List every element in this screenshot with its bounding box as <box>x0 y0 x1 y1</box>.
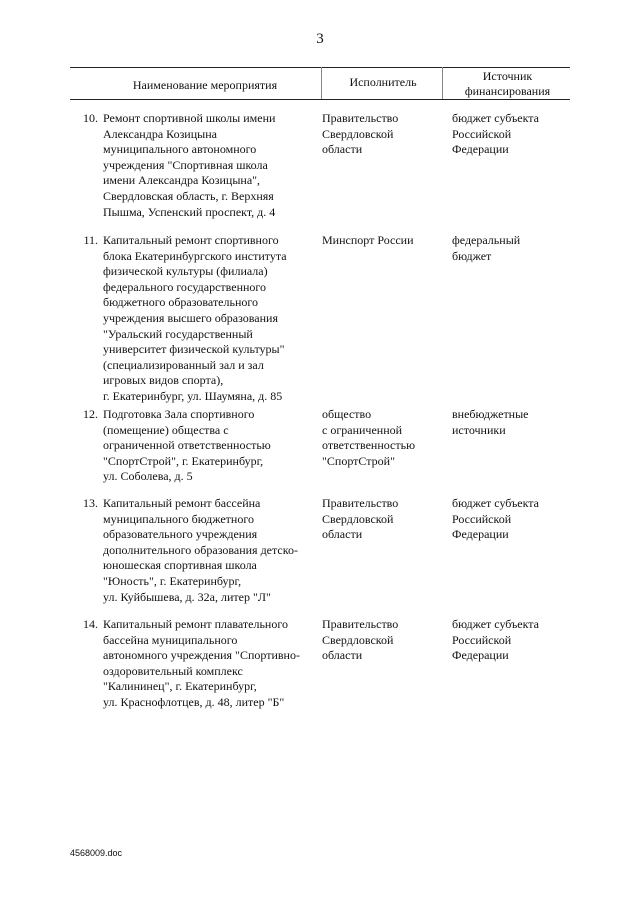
name-line: бюджетного образовательного <box>103 295 259 310</box>
name-line: Свердловская область, г. Верхняя <box>103 188 274 203</box>
source-line: Федерации <box>452 527 509 542</box>
executor-line: области <box>322 142 363 157</box>
header-source <box>445 69 570 99</box>
name-line: муниципального бюджетного <box>103 511 254 526</box>
executor-line: Свердловской <box>322 126 394 141</box>
source-line: источники <box>452 422 506 437</box>
name-line: Капитальный ремонт плавательного <box>103 617 288 631</box>
page-number: 3 <box>316 31 324 47</box>
name-line: муниципального автономного <box>103 142 257 157</box>
source-line: бюджет <box>452 248 492 263</box>
name-line: физической культуры (филиала) <box>103 264 268 279</box>
name-line: Капитальный ремонт бассейна <box>103 496 261 510</box>
name-line: ул. Соболева, д. 5 <box>103 469 193 484</box>
row-source <box>452 111 567 158</box>
source-line: Российской <box>452 511 512 526</box>
name-line: (помещение) общества с <box>103 422 229 437</box>
name-line: ограниченной ответственностью <box>103 438 271 453</box>
name-line: федерального государственного <box>103 279 267 294</box>
executor-line: Правительство <box>322 496 399 510</box>
name-line: образовательного учреждения <box>103 527 258 542</box>
source-line: бюджет субъекта <box>452 111 540 125</box>
name-line: оздоровительный комплекс <box>103 663 243 678</box>
row-name <box>103 617 318 711</box>
source-line: Федерации <box>452 142 509 157</box>
row-source <box>452 233 567 264</box>
table-top-rule <box>70 67 570 68</box>
row-executor <box>322 496 442 543</box>
name-line: бассейна муниципального <box>103 632 238 647</box>
name-line: Пышма, Успенский проспект, д. 4 <box>103 204 276 219</box>
name-line: юношеская спортивная школа <box>103 558 257 573</box>
name-line: Капитальный ремонт спортивного <box>103 233 279 247</box>
executor-line: области <box>322 648 363 663</box>
header-source-line: Источник <box>482 69 533 83</box>
row-executor <box>322 617 442 664</box>
row-number: 10. <box>83 111 98 125</box>
name-line: "Юность", г. Екатеринбург, <box>103 573 242 588</box>
name-line: ул. Краснофлотцев, д. 48, литер "Б" <box>103 694 285 709</box>
row-source <box>452 617 567 664</box>
row-source <box>452 496 567 543</box>
name-line: "Калининец", г. Екатеринбург, <box>103 679 257 694</box>
name-line: автономного учреждения "Спортивно- <box>103 648 300 663</box>
row-source <box>452 407 567 438</box>
name-line: "СпортСтрой", г. Екатеринбург, <box>103 453 264 468</box>
name-line: "Уральский государственный <box>103 326 253 341</box>
name-line: Александра Козицына <box>103 126 217 141</box>
row-name <box>103 496 318 605</box>
name-line: университет физической культуры" <box>103 342 285 357</box>
executor-line: области <box>322 527 363 542</box>
source-line: Российской <box>452 632 512 647</box>
row-number: 12. <box>83 407 98 421</box>
footer-filename: 4568009.doc <box>70 848 123 858</box>
header-executor: Исполнитель <box>349 75 417 89</box>
row-executor <box>322 407 442 469</box>
name-line: учреждения "Спортивная школа <box>103 157 268 172</box>
executor-line: Минспорт России <box>322 233 414 247</box>
executor-line: Свердловской <box>322 632 394 647</box>
name-line: ул. Куйбышева, д. 32а, литер "Л" <box>103 589 271 604</box>
header-name: Наименование мероприятия <box>132 78 278 92</box>
executor-line: общество <box>322 407 372 421</box>
row-number: 13. <box>83 496 98 510</box>
executor-line: ответственностью <box>322 438 416 453</box>
header-divider <box>442 67 443 100</box>
row-number: 11. <box>83 233 98 247</box>
name-line: Подготовка Зала спортивного <box>103 407 255 421</box>
row-executor <box>322 111 442 158</box>
name-line: учреждения высшего образования <box>103 310 278 325</box>
name-line: Ремонт спортивной школы имени <box>103 111 276 125</box>
row-number: 14. <box>83 617 98 631</box>
source-line: бюджет субъекта <box>452 617 540 631</box>
name-line: имени Александра Козицына", <box>103 173 261 188</box>
source-line: внебюджетные <box>452 407 529 421</box>
name-line: дополнительного образования детско- <box>103 542 298 557</box>
name-line: блока Екатеринбургского института <box>103 248 287 263</box>
header-divider <box>321 67 322 100</box>
row-name <box>103 233 318 405</box>
header-source-line: финансирования <box>464 84 551 98</box>
executor-line: Правительство <box>322 111 399 125</box>
row-name <box>103 407 318 485</box>
name-line: игровых видов спорта), <box>103 373 224 388</box>
executor-line: "СпортСтрой" <box>322 453 395 468</box>
executor-line: с ограниченной <box>322 422 403 437</box>
source-line: Федерации <box>452 648 509 663</box>
source-line: Российской <box>452 126 512 141</box>
executor-line: Правительство <box>322 617 399 631</box>
table-header-rule <box>70 99 570 100</box>
name-line: (специализированный зал и зал <box>103 357 264 372</box>
source-line: бюджет субъекта <box>452 496 540 510</box>
row-executor <box>322 233 442 249</box>
name-line: г. Екатеринбург, ул. Шаумяна, д. 85 <box>103 388 283 403</box>
executor-line: Свердловской <box>322 511 394 526</box>
row-name <box>103 111 318 220</box>
source-line: федеральный <box>452 233 521 247</box>
